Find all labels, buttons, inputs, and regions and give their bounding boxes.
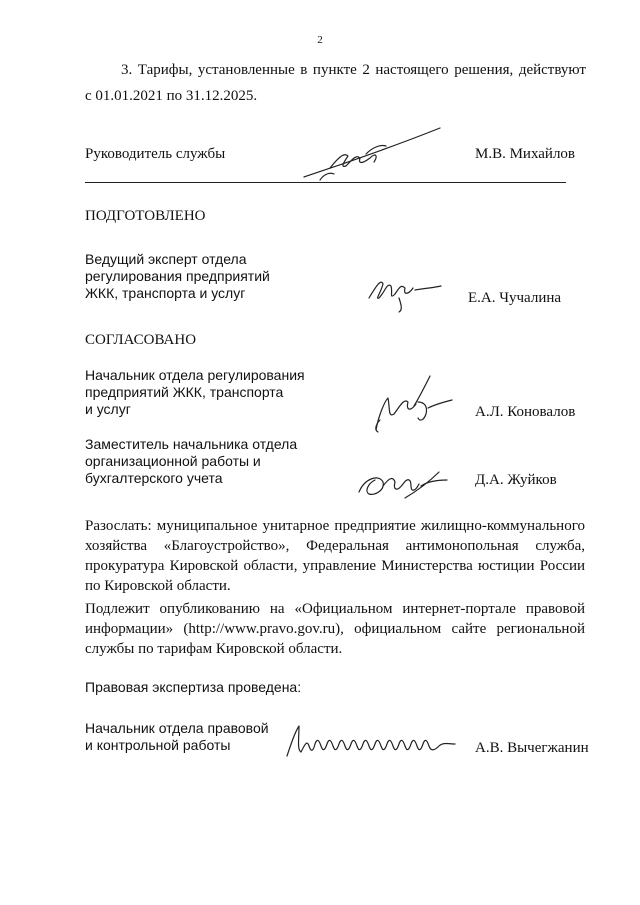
legal-review-position bbox=[85, 720, 269, 754]
legal-review-signature bbox=[283, 722, 463, 762]
decision-clause-line-2: с 01.01.2021 по 31.12.2025. bbox=[85, 88, 258, 104]
head-signature bbox=[300, 122, 450, 182]
head-position: Руководитель службы bbox=[85, 146, 226, 162]
agreed-position-line: Начальник отдела регулирования bbox=[85, 367, 305, 383]
legal-review-position-line: и контрольной работы bbox=[85, 737, 231, 753]
distribution-line: по Кировской области. bbox=[85, 578, 231, 594]
prepared-position-line: ЖКК, транспорта и услуг bbox=[85, 285, 246, 301]
agreed-position-line: предприятий ЖКК, транспорта bbox=[85, 384, 284, 400]
agreed-signature-2 bbox=[355, 468, 455, 504]
prepared-signature bbox=[365, 268, 445, 313]
publication-line: Подлежит опубликованию на «Официальном интернет-портале правовой bbox=[85, 601, 585, 617]
agreed-position-line: Заместитель начальника отдела bbox=[85, 436, 298, 452]
distribution-line: прокуратура Кировской области, управление Министерства юстиции России bbox=[85, 558, 585, 574]
agreed-position-2 bbox=[85, 436, 297, 487]
prepared-name: Е.А. Чучалина bbox=[468, 290, 562, 306]
signature-divider bbox=[85, 182, 566, 183]
page-number: 2 bbox=[317, 34, 323, 46]
legal-review-position-line: Начальник отдела правовой bbox=[85, 720, 269, 736]
distribution-line: хозяйства «Благоустройство», Федеральная антимонопольная служба, bbox=[85, 538, 585, 554]
decision-clause-line-1: 3. Тарифы, установленные в пункте 2 настоящего решения, действуют bbox=[121, 62, 586, 78]
agreed-name-2: Д.А. Жуйков bbox=[475, 472, 557, 488]
agreed-name-1: А.Л. Коновалов bbox=[475, 404, 576, 420]
prepared-position bbox=[85, 251, 270, 302]
distribution-paragraph bbox=[85, 516, 585, 596]
agreed-position-line: бухгалтерского учета bbox=[85, 470, 223, 486]
publication-paragraph bbox=[85, 599, 585, 659]
agreed-position-1 bbox=[85, 367, 305, 418]
distribution-line: Разослать: муниципальное унитарное предприятие жилищно-коммунального bbox=[85, 518, 585, 534]
head-name: М.В. Михайлов bbox=[475, 146, 576, 162]
prepared-heading: ПОДГОТОВЛЕНО bbox=[85, 208, 206, 224]
prepared-position-line: Ведущий эксперт отдела bbox=[85, 251, 247, 267]
agreed-signature-1 bbox=[370, 372, 460, 434]
prepared-position-line: регулирования предприятий bbox=[85, 268, 270, 284]
agreed-position-line: организационной работы и bbox=[85, 453, 261, 469]
agreed-position-line: и услуг bbox=[85, 401, 131, 417]
legal-review-heading: Правовая экспертиза проведена: bbox=[85, 679, 302, 695]
publication-line: службы по тарифам Кировской области. bbox=[85, 641, 343, 657]
agreed-heading: СОГЛАСОВАНО bbox=[85, 332, 197, 348]
legal-review-name: А.В. Вычегжанин bbox=[475, 740, 589, 756]
publication-line: информации» (http://www.pravo.gov.ru), официальном сайте региональной bbox=[85, 621, 585, 637]
